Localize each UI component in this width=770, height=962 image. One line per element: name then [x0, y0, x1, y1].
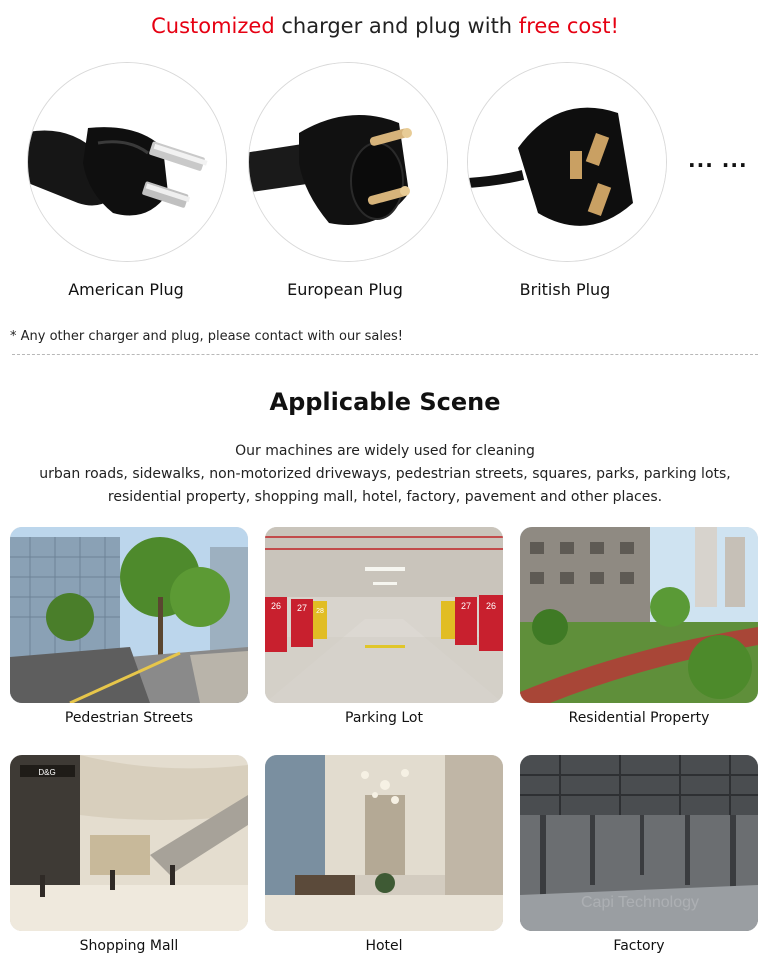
svg-text:D&G: D&G — [38, 768, 56, 777]
scene-label-hotel: Hotel — [365, 938, 403, 954]
promo-headline — [0, 14, 770, 38]
description-line: Our machines are widely used for cleaning — [235, 443, 535, 459]
scene-label-parking-lot: Parking Lot — [345, 710, 423, 726]
scene-image-shopping-mall — [10, 755, 248, 931]
scene-label-pedestrian-streets: Pedestrian Streets — [64, 710, 194, 726]
contact-note: * Any other charger and plug, please contact with our sales! — [10, 329, 403, 344]
scene-image-factory — [520, 755, 758, 931]
pillar-number: 28 — [316, 608, 324, 615]
headline-customized: Customized — [151, 14, 275, 38]
european-plug-image — [248, 62, 448, 262]
plug-label-european: European Plug — [287, 280, 403, 299]
description-line: residential property, shopping mall, hotel, factory, pavement and other places. — [107, 489, 663, 505]
dashed-divider — [12, 354, 758, 355]
scene-image-residential-property — [520, 527, 758, 703]
description-line: urban roads, sidewalks, non-motorized driveways, pedestrian streets, squares, parks, parking lots, — [39, 466, 731, 482]
plug-label-british: British Plug — [519, 280, 611, 299]
european-plug-icon — [249, 63, 447, 261]
scene-image-hotel — [265, 755, 503, 931]
pillar-number: 26 — [485, 601, 497, 611]
scene-label-shopping-mall: Shopping Mall — [79, 938, 179, 954]
british-plug-icon — [468, 63, 666, 261]
watermark-text: Capi Technology — [580, 894, 700, 911]
more-plugs-ellipsis: ... ... — [688, 148, 748, 172]
american-plug-icon — [28, 63, 226, 261]
scene-label-factory: Factory — [613, 938, 665, 954]
scene-label-residential-property: Residential Property — [568, 710, 710, 726]
pillar-number: 27 — [296, 603, 308, 613]
pillar-number: 26 — [270, 601, 282, 611]
plug-label-american: American Plug — [68, 280, 184, 299]
american-plug-image — [27, 62, 227, 262]
pillar-number: 27 — [460, 601, 472, 611]
headline-free-cost: free cost! — [518, 14, 619, 38]
scene-image-pedestrian-streets — [10, 527, 248, 703]
scene-description — [0, 440, 770, 509]
scene-image-parking-lot — [265, 527, 503, 703]
british-plug-image — [467, 62, 667, 262]
section-title: Applicable Scene — [269, 388, 501, 416]
headline-middle: charger and plug with — [274, 14, 519, 38]
